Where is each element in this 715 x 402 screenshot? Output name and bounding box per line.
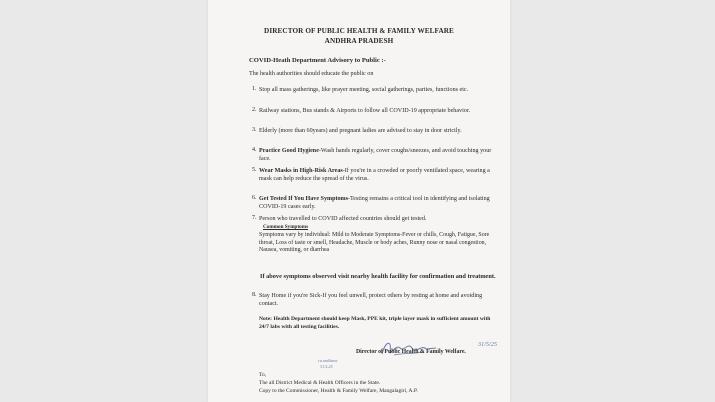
item-number: 8. <box>252 292 257 298</box>
item-body: -Wash hands regularly, cover coughs/sneezes, and avoid touching your face. <box>259 148 492 163</box>
item-body: -Testing remains a critical tool in identifying and isolating COVID-19 cases early. <box>259 196 490 211</box>
signature-designation: Director of Public Health & Family Welfare. <box>356 349 466 355</box>
item-text <box>259 195 499 211</box>
initials-note: ca.malkana <box>318 358 338 363</box>
advisory-title: COVID-Heath Department Advisory to Public :- <box>249 57 386 64</box>
header-state: ANDHRA PRADESH <box>324 37 394 45</box>
item-text: Stay Home if you're Sick-If you feel unwell, protect others by resting at home and avoiding contact. <box>259 293 483 308</box>
facility-note: If above symptoms observed visit nearby health facility for confirmation and treatment. <box>260 273 496 280</box>
item-text <box>259 147 499 163</box>
item-number: 1. <box>252 86 257 92</box>
intro-text: The health authorities should educate the public on <box>249 71 374 77</box>
item-emphasis: Wear Masks in High-Risk Areas <box>259 168 343 174</box>
item-emphasis: Get Tested If You Have Symptoms <box>259 196 348 202</box>
advisory-document <box>208 0 510 402</box>
signature-date: 31/5/25 <box>478 341 497 348</box>
to-line-1: The all District Medical & Health Officers in the State. <box>259 380 381 386</box>
header-title: DIRECTOR OF PUBLIC HEALTH & FAMILY WELFARE <box>264 27 454 35</box>
item-number: 5. <box>252 167 257 173</box>
to-line-2: Copy to the Commissioner, Health & Family Welfare, Mangalagiri, A.P. <box>259 388 418 394</box>
item-number: 4. <box>252 147 257 153</box>
item-body: -If you're in a crowded or poorly ventilated space, wearing a mask can help reduce the spread of the virus. <box>259 168 490 183</box>
item-emphasis: Practice Good Hygiene <box>259 148 319 154</box>
item-text: Person who travelled to COVID affected countries should get tested. <box>259 216 427 222</box>
item-text: Railway stations, Bus stands & Airports to follow all COVID-19 appropriate behavior. <box>259 108 471 114</box>
item-number: 2. <box>252 107 257 113</box>
item-number: 6. <box>252 195 257 201</box>
item-number: 3. <box>252 127 257 133</box>
item-number: 7. <box>252 215 257 221</box>
symptoms-heading: Common Symptoms <box>263 224 309 230</box>
item-text: Stop all mass gatherings, like prayer meeting, social gatherings, parties, functions etc. <box>259 87 469 93</box>
note-text: Note: Health Department should keep Mask, PPE kit, triple layer mask in sufficient amount with 24/7 labs with all testing facilities. <box>259 316 491 330</box>
symptoms-text: Symptoms vary by individual: Mild to Moderate Symptoms-Fever or chills, Cough, Fatigue, Sore throat, Loss of taste or smell, Headache, Muscle or body aches, Runny nose or nasal congestion, Nausea, vomiting, or diarrhea <box>259 232 490 254</box>
initials-date: 31.5.25 <box>320 364 333 369</box>
item-text: Elderly (more than 60years) and pregnant ladies are advised to stay in door strictly. <box>259 128 462 134</box>
to-label: To, <box>259 372 267 378</box>
item-text <box>259 167 499 183</box>
